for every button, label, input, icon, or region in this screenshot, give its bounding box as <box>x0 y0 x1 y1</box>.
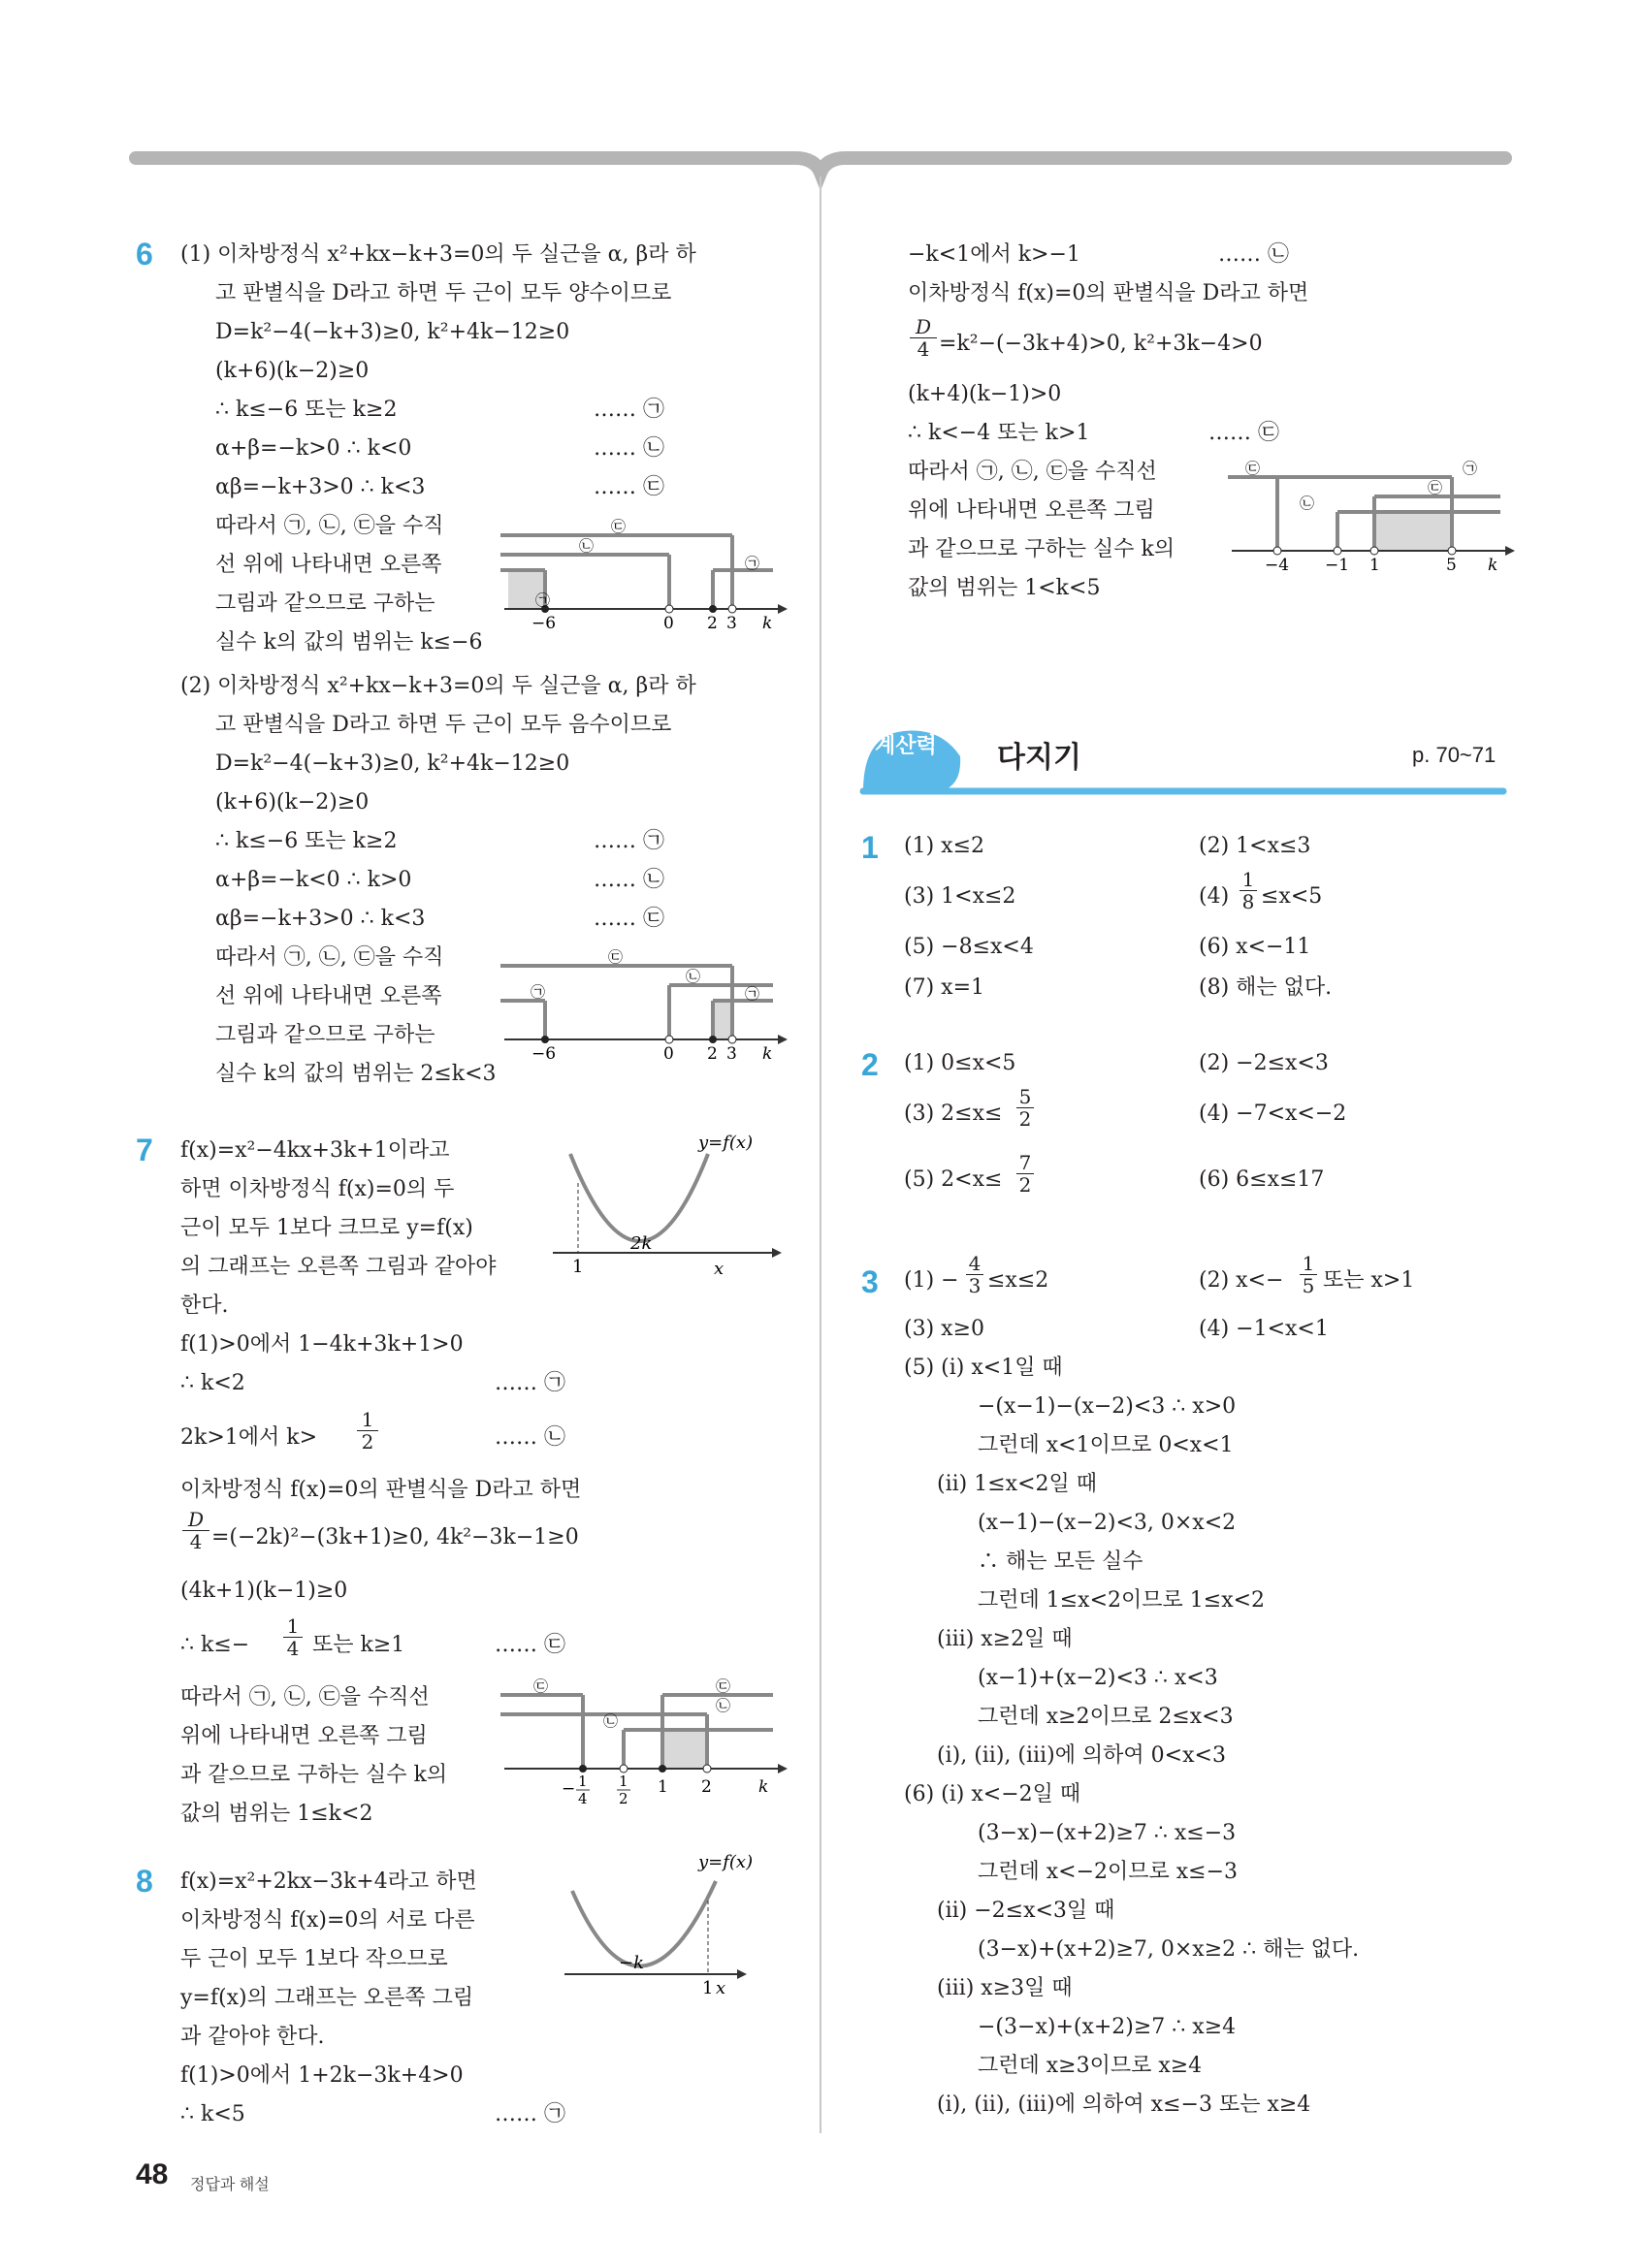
answer: (1) 0≤x<5 <box>904 1051 1016 1075</box>
graph-label: x <box>716 1978 726 1998</box>
circle-label: ㉠ <box>535 591 551 609</box>
tick-label: 1 <box>1369 556 1380 575</box>
line: y=f(x)의 그래프는 오른쪽 그림 <box>180 1986 474 2010</box>
line: ∴ 해는 모든 실수 <box>978 1549 1143 1574</box>
line: 이차방정식 f(x)=0의 서로 다른 <box>180 1908 475 1933</box>
tick-label: 1 <box>619 1773 628 1790</box>
answer: (5) 2<x≤ <box>904 1167 1003 1192</box>
tick-label: −6 <box>531 1044 557 1064</box>
tag: …… ㉡ <box>594 436 664 461</box>
line: (6) (ⅰ) x<−2일 때 <box>904 1782 1081 1806</box>
circle-label: ㉢ <box>716 1677 731 1695</box>
tick-label: −4 <box>1265 556 1290 575</box>
line: −k<1에서 k>−1 <box>908 242 1080 267</box>
line: f(x)=x²−4kx+3k+1이라고 <box>180 1138 450 1163</box>
answer: (1) x≤2 <box>904 834 984 858</box>
line: D=k²−4(−k+3)≥0, k²+4k−12≥0 <box>215 320 570 344</box>
tick-label: 2 <box>707 614 718 633</box>
circle-label: ㉡ <box>603 1712 619 1730</box>
answer: (4) −7<x<−2 <box>1199 1102 1347 1126</box>
tick-label: − <box>562 1779 576 1799</box>
line: (x−1)+(x−2)<3 ∴ x<3 <box>978 1666 1218 1690</box>
section-title: 다지기 <box>997 742 1081 774</box>
line: 그런데 1≤x<2이므로 1≤x<2 <box>978 1588 1266 1613</box>
answer: (3) 2≤x≤ <box>904 1102 1003 1126</box>
circle-label: ㉠ <box>745 555 760 572</box>
problem-6-number: 6 <box>136 237 153 272</box>
number-line-8 <box>1224 452 1515 575</box>
circle-label: ㉠ <box>1463 460 1478 477</box>
line: =(−2k)²−(3k+1)≥0, 4k²−3k−1≥0 <box>211 1525 579 1549</box>
circle-label: ㉡ <box>579 537 595 555</box>
tick-label: 0 <box>663 1044 674 1064</box>
circle-label: ㉢ <box>1428 479 1443 496</box>
line: (4k+1)(k−1)≥0 <box>180 1579 348 1603</box>
answer: (8) 해는 없다. <box>1199 975 1333 1000</box>
line: 따라서 ㉠, ㉡, ㉢을 수직 <box>215 514 444 538</box>
line: 고 판별식을 D라고 하면 두 근이 모두 양수이므로 <box>215 281 672 305</box>
line: ∴ k<2 <box>180 1371 245 1395</box>
circle-label: ㉢ <box>533 1677 549 1695</box>
line: f(1)>0에서 1+2k−3k+4>0 <box>180 2063 464 2088</box>
circle-label: ㉢ <box>608 948 624 966</box>
q3-number: 3 <box>861 1264 879 1299</box>
tick-label: k <box>762 1044 773 1064</box>
line: D=k²−4(−k+3)≥0, k²+4k−12≥0 <box>215 751 570 776</box>
answer: (3) 1<x≤2 <box>904 884 1016 909</box>
line: 과 같으므로 구하는 실수 k의 <box>908 537 1175 561</box>
circle-label: ㉠ <box>531 983 546 1001</box>
tag: …… ㉢ <box>495 1633 565 1657</box>
graph-label: −k <box>619 1953 644 1973</box>
line: =k²−(−3k+4)>0, k²+3k−4>0 <box>939 332 1263 356</box>
section-badge: 계산력 <box>875 733 937 757</box>
tag: …… ㉡ <box>594 868 664 892</box>
line: (k+4)(k−1)>0 <box>908 382 1062 406</box>
line: (k+6)(k−2)≥0 <box>215 359 370 383</box>
line: 그림과 같으므로 구하는 <box>215 591 435 616</box>
line: αβ=−k+3>0 ∴ k<3 <box>215 907 426 931</box>
problem-7-number: 7 <box>136 1133 153 1167</box>
fraction-quarter: 1 4 <box>283 1615 303 1659</box>
answer: (1) − <box>904 1268 959 1293</box>
tick-label: 3 <box>726 614 737 633</box>
tick-label: k <box>758 1777 769 1797</box>
number-line-7 <box>497 1670 788 1807</box>
line: (x−1)−(x−2)<3, 0×x<2 <box>978 1511 1237 1535</box>
line: 과 같으므로 구하는 실수 k의 <box>180 1763 448 1787</box>
line: 그런데 x≥3이므로 x≥4 <box>978 2054 1203 2078</box>
number-line-6-2 <box>497 941 788 1064</box>
tick-label: 1 <box>578 1773 588 1790</box>
tag: …… ㉠ <box>594 829 664 853</box>
line: (ⅰ), (ⅱ), (ⅲ)에 의하여 0<x<3 <box>937 1743 1226 1768</box>
tag: …… ㉢ <box>594 907 664 931</box>
tick-label: k <box>762 614 773 633</box>
graph-7-parabola <box>543 1125 786 1290</box>
line: f(x)=x²+2kx−3k+4라고 하면 <box>180 1869 477 1894</box>
line: (3−x)−(x+2)≥7 ∴ x≤−3 <box>978 1821 1237 1845</box>
tick-label: 5 <box>1446 556 1457 575</box>
q2-number: 2 <box>861 1047 879 1082</box>
line: 위에 나타내면 오른쪽 그림 <box>908 498 1155 523</box>
line: 하면 이차방정식 f(x)=0의 두 <box>180 1177 455 1201</box>
line: 그런데 x<−2이므로 x≤−3 <box>978 1860 1239 1884</box>
number-line-6-1 <box>497 510 788 633</box>
line: 이차방정식 f(x)=0의 판별식을 D라고 하면 <box>908 281 1309 305</box>
q1-number: 1 <box>861 830 879 865</box>
answer: (4) −1<x<1 <box>1199 1317 1329 1341</box>
line: −(3−x)+(x+2)≥7 ∴ x≥4 <box>978 2015 1237 2039</box>
answer: (6) x<−11 <box>1199 935 1311 959</box>
fraction-half: 1 2 <box>357 1409 378 1453</box>
tick-label: −6 <box>531 614 557 633</box>
fraction: 1 8 <box>1240 869 1257 912</box>
line: ∴ k≤− <box>180 1633 250 1657</box>
tick-label: −1 <box>1325 556 1350 575</box>
tag: …… ㉠ <box>495 1371 565 1395</box>
line: (2) 이차방정식 x²+kx−k+3=0의 두 실근을 α, β라 하 <box>180 674 696 698</box>
page-number: 48 <box>136 2158 169 2190</box>
tick-label: 1 <box>658 1777 668 1797</box>
line: (ⅲ) x≥2일 때 <box>937 1627 1073 1651</box>
answer: 또는 x>1 <box>1323 1268 1415 1293</box>
line: ∴ k≤−6 또는 k≥2 <box>215 829 398 853</box>
fraction-d-over-4: D 4 <box>182 1509 209 1552</box>
tag: …… ㉢ <box>1208 421 1279 445</box>
line: 값의 범위는 1≤k<2 <box>180 1802 373 1826</box>
circle-label: ㉡ <box>686 968 701 985</box>
line: 실수 k의 값의 범위는 k≤−6 <box>215 630 483 655</box>
line: 이차방정식 f(x)=0의 판별식을 D라고 하면 <box>180 1478 582 1502</box>
line: −(x−1)−(x−2)<3 ∴ x>0 <box>978 1394 1237 1419</box>
graph-label: x <box>714 1259 724 1279</box>
fraction: 7 2 <box>1016 1152 1034 1196</box>
line: 선 위에 나타내면 오른쪽 <box>215 553 442 577</box>
line: ∴ k<−4 또는 k>1 <box>908 421 1090 445</box>
line: 또는 k≥1 <box>312 1633 405 1657</box>
footer-label: 정답과 해설 <box>190 2177 270 2193</box>
tag: …… ㉡ <box>1218 242 1289 267</box>
line: (5) (ⅰ) x<1일 때 <box>904 1356 1063 1380</box>
line: f(1)>0에서 1−4k+3k+1>0 <box>180 1332 464 1357</box>
tick-label: 4 <box>578 1790 588 1807</box>
circle-label: ㉢ <box>611 518 627 535</box>
tag: …… ㉠ <box>594 398 664 422</box>
line: 과 같아야 한다. <box>180 2025 325 2049</box>
graph-label: y=f(x) <box>698 1852 754 1872</box>
line: 그림과 같으므로 구하는 <box>215 1023 435 1047</box>
line: 실수 k의 값의 범위는 2≤k<3 <box>215 1062 497 1086</box>
answer: ≤x≤2 <box>987 1268 1049 1293</box>
line: (1) 이차방정식 x²+kx−k+3=0의 두 실근을 α, β라 하 <box>180 242 696 267</box>
tick-label: k <box>1488 556 1498 575</box>
tag: …… ㉢ <box>594 475 664 499</box>
tick-label: 3 <box>726 1044 737 1064</box>
line: (ⅰ), (ⅱ), (ⅲ)에 의하여 x≤−3 또는 x≥4 <box>937 2092 1311 2117</box>
answer: (5) −8≤x<4 <box>904 935 1034 959</box>
line: 값의 범위는 1<k<5 <box>908 576 1101 600</box>
line: 그런데 x≥2이므로 2≤x<3 <box>978 1705 1234 1729</box>
line: 위에 나타내면 오른쪽 그림 <box>180 1724 428 1748</box>
tick-label: 2 <box>701 1777 712 1797</box>
problem-8-number: 8 <box>136 1864 153 1899</box>
line: 선 위에 나타내면 오른쪽 <box>215 984 442 1008</box>
line: 한다. <box>180 1294 229 1318</box>
circle-label: ㉠ <box>745 985 760 1003</box>
graph-label: 1 <box>572 1257 584 1277</box>
graph-label: 2k <box>630 1233 653 1254</box>
line: α+β=−k<0 ∴ k>0 <box>215 868 412 892</box>
line: 2k>1에서 k> <box>180 1425 318 1450</box>
line: 근이 모두 1보다 크므로 y=f(x) <box>180 1216 473 1240</box>
tick-label: 0 <box>663 614 674 633</box>
fraction-d-over-4: D 4 <box>910 316 937 360</box>
line: α+β=−k>0 ∴ k<0 <box>215 436 412 461</box>
graph-8-parabola <box>543 1842 786 2007</box>
line: (ⅲ) x≥3일 때 <box>937 1976 1073 2000</box>
line: 따라서 ㉠, ㉡, ㉢을 수직 <box>215 945 444 970</box>
section-page-range: p. 70~71 <box>1412 743 1497 767</box>
answer: (6) 6≤x≤17 <box>1199 1167 1325 1192</box>
line: (ⅱ) 1≤x<2일 때 <box>937 1472 1097 1496</box>
fraction: 5 2 <box>1016 1086 1034 1130</box>
graph-label: 1 <box>702 1978 714 1998</box>
answer: (2) x<− <box>1199 1268 1284 1293</box>
top-binding-bar <box>0 0 1642 194</box>
line: (ⅱ) −2≤x<3일 때 <box>937 1899 1115 1923</box>
line: 그런데 x<1이므로 0<x<1 <box>978 1433 1234 1457</box>
line: 따라서 ㉠, ㉡, ㉢을 수직선 <box>180 1685 430 1709</box>
circle-label: ㉡ <box>716 1697 731 1714</box>
line: (k+6)(k−2)≥0 <box>215 790 370 815</box>
answer: (4) <box>1199 884 1230 909</box>
line: αβ=−k+3>0 ∴ k<3 <box>215 475 426 499</box>
answer: (3) x≥0 <box>904 1317 984 1341</box>
line: ∴ k<5 <box>180 2102 245 2126</box>
line: 고 판별식을 D라고 하면 두 근이 모두 음수이므로 <box>215 713 672 737</box>
fraction: 1 5 <box>1300 1253 1317 1296</box>
line: 두 근이 모두 1보다 작으므로 <box>180 1947 448 1971</box>
tag: …… ㉡ <box>495 1425 565 1450</box>
answer: (2) 1<x≤3 <box>1199 834 1311 858</box>
line: 의 그래프는 오른쪽 그림과 같아야 <box>180 1255 497 1279</box>
circle-label: ㉡ <box>1300 495 1315 512</box>
answer: (7) x=1 <box>904 975 984 1000</box>
circle-label: ㉢ <box>1245 460 1261 477</box>
fraction: 4 3 <box>966 1253 983 1296</box>
tick-label: 2 <box>619 1790 628 1807</box>
tick-label: 2 <box>707 1044 718 1064</box>
line: (3−x)+(x+2)≥7, 0×x≥2 ∴ 해는 없다. <box>978 1937 1360 1962</box>
answer: (2) −2≤x<3 <box>1199 1051 1329 1075</box>
tag: …… ㉠ <box>495 2102 565 2126</box>
line: 따라서 ㉠, ㉡, ㉢을 수직선 <box>908 460 1157 484</box>
graph-label: y=f(x) <box>698 1133 754 1153</box>
answer: ≤x<5 <box>1261 884 1323 909</box>
line: ∴ k≤−6 또는 k≥2 <box>215 398 398 422</box>
